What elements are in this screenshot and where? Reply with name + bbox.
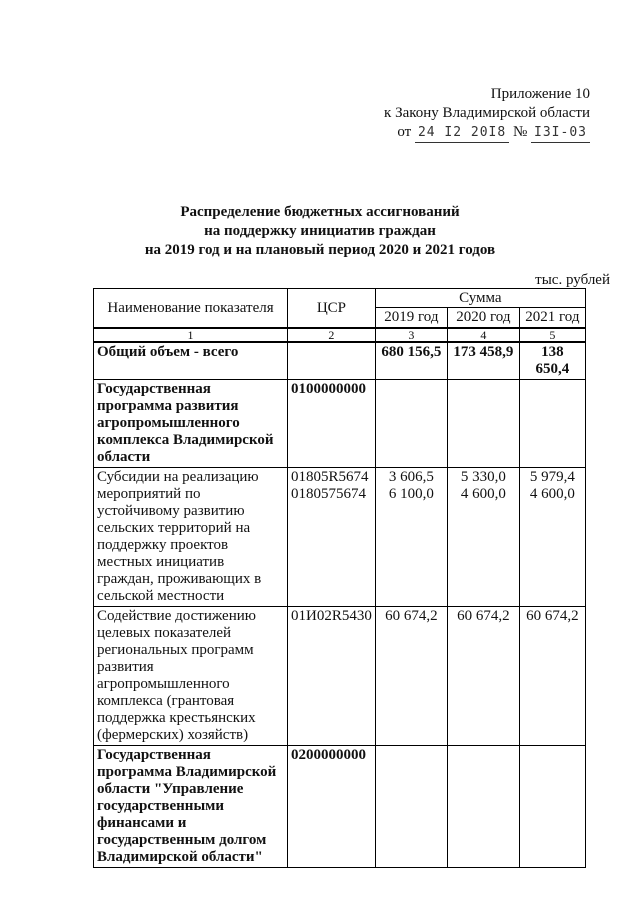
row-2019: 60 674,2 [375, 607, 447, 746]
row-2019 [375, 746, 447, 868]
appendix-header [384, 85, 590, 143]
law-number: I3I-03 [531, 123, 590, 143]
row-csr: 01И02R5430 [288, 607, 376, 746]
row-2021 [519, 468, 585, 607]
law-reference: к Закону Владимирской области [384, 105, 590, 121]
row-value: 3 606,5 [388, 469, 434, 485]
row-2020: 60 674,2 [447, 607, 519, 746]
header-2019: 2019 год [375, 308, 447, 328]
table-row [94, 380, 586, 468]
row-csr-line: 01805R5674 [291, 469, 369, 485]
table-row [94, 468, 586, 607]
index-cell: 3 [375, 328, 447, 342]
row-2020 [447, 468, 519, 607]
total-name: Общий объем - всего [94, 342, 288, 380]
total-2020: 173 458,9 [447, 342, 519, 380]
table-row [94, 746, 586, 868]
allocation-table [93, 288, 586, 868]
row-2021 [519, 746, 585, 868]
title-line-3: на 2019 год и на плановый период 2020 и 2021 годов [144, 242, 496, 258]
total-row [94, 342, 586, 380]
row-csr [288, 468, 376, 607]
row-value: 4 600,0 [460, 486, 506, 502]
index-cell: 2 [288, 328, 376, 342]
total-2021: 138 650,4 [519, 342, 585, 380]
document-title [0, 203, 640, 260]
row-2019 [375, 380, 447, 468]
header-2020: 2020 год [447, 308, 519, 328]
index-cell: 4 [447, 328, 519, 342]
column-index-row [94, 328, 586, 342]
row-2019 [375, 468, 447, 607]
row-2020 [447, 746, 519, 868]
title-line-1: Распределение бюджетных ассигнований [180, 204, 460, 220]
row-value: 4 600,0 [529, 486, 575, 502]
table-row [94, 607, 586, 746]
row-value: 6 100,0 [388, 486, 434, 502]
number-label: № [512, 124, 528, 140]
header-name: Наименование показателя [94, 289, 288, 329]
index-cell: 5 [519, 328, 585, 342]
row-value: 5 979,4 [529, 469, 575, 485]
header-csr: ЦСР [288, 289, 376, 329]
row-2020 [447, 380, 519, 468]
row-csr: 0200000000 [288, 746, 376, 868]
row-name: Государственная программа развития агропромышленного комплекса Владимирской области [94, 380, 288, 468]
total-2019: 680 156,5 [375, 342, 447, 380]
header-2021: 2021 год [519, 308, 585, 328]
title-line-2: на поддержку инициатив граждан [204, 223, 436, 239]
law-date: 24 I2 20I8 [415, 123, 509, 143]
row-value: 5 330,0 [460, 469, 506, 485]
table-header-row [94, 289, 586, 308]
row-name: Государственная программа Владимирской области "Управление государственными финансами и государственным долгом Владимирской области" [94, 746, 288, 868]
law-date-number [384, 123, 590, 143]
from-label: от [397, 124, 412, 140]
unit-label: тыс. рублей [535, 272, 610, 288]
total-csr [288, 342, 376, 380]
index-cell: 1 [94, 328, 288, 342]
row-csr: 0100000000 [288, 380, 376, 468]
row-2021 [519, 380, 585, 468]
row-name: Субсидии на реализацию мероприятий по устойчивому развитию сельских территорий на поддержку проектов местных инициатив граждан, проживающих в сельской местности [94, 468, 288, 607]
header-sum: Сумма [375, 289, 585, 308]
row-name: Содействие достижению целевых показателей региональных программ развития агропромышленного комплекса (грантовая поддержка крестьянских (фермерских) хозяйств) [94, 607, 288, 746]
appendix-title: Приложение 10 [490, 86, 590, 102]
row-2021: 60 674,2 [519, 607, 585, 746]
row-csr-line: 0180575674 [291, 486, 366, 502]
